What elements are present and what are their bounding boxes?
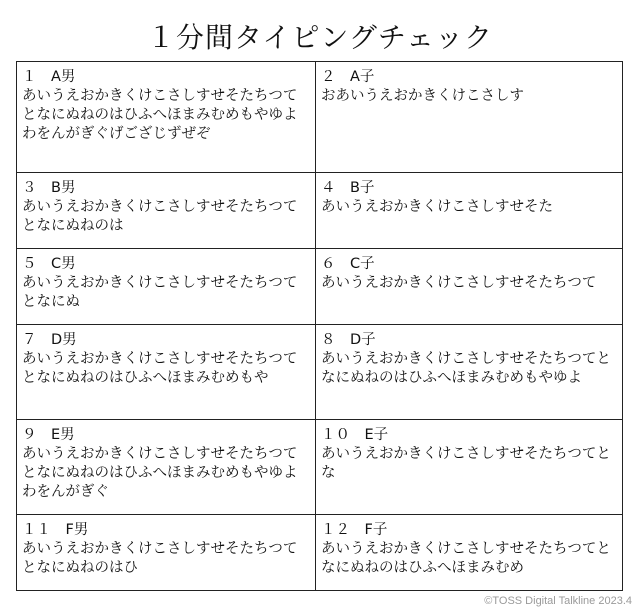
table-row [17,173,623,249]
typed-text: あいうえおかきくけこさしすせそたちつてとなにぬねのはひ [22,541,298,576]
table-row [17,515,623,591]
page-title: １分間タイピングチェック [146,21,494,54]
student-label: １ A男 [22,69,76,85]
student-label: ７ D男 [22,332,77,348]
student-label: ４ B子 [321,180,375,196]
table-row [17,325,623,420]
result-cell [17,420,316,515]
result-cell [316,515,623,591]
typed-text: あいうえおかきくけこさしすせそたちつて [321,275,597,291]
student-label: ６ C子 [321,256,375,272]
typed-text: あいうえおかきくけこさしすせそたちつてとなにぬねのはひふへほまみむめもや [22,351,298,386]
table-row [17,62,623,173]
result-cell [17,62,316,173]
typed-text: おあいうえおかきくけこさしす [321,88,524,104]
student-label: ５ C男 [22,256,76,272]
result-cell [17,249,316,325]
typed-text: あいうえおかきくけこさしすせそたちつてとなにぬ [22,275,298,310]
result-cell [316,62,623,173]
typed-text: あいうえおかきくけこさしすせそたちつてとなにぬねのは [22,199,298,234]
student-label: ２ A子 [321,69,375,85]
student-label: ９ E男 [22,427,75,443]
typed-text: あいうえおかきくけこさしすせそたちつてとなにぬねのはひふへほまみむめもやゆよわをんがぎぐ [22,446,298,500]
table-row [17,249,623,325]
typed-text: あいうえおかきくけこさしすせそたちつてとなにぬねのはひふへほまみむめもやゆよわをんがぎぐげござじずぜぞ [22,88,298,142]
table-row [17,420,623,515]
student-label: １０ E子 [321,427,389,443]
student-label: ３ B男 [22,180,76,196]
result-cell [17,515,316,591]
result-cell [316,173,623,249]
result-cell [316,249,623,325]
result-cell [17,325,316,420]
typed-text: あいうえおかきくけこさしすせそたちつてとなにぬねのはひふへほまみむめ [321,541,611,576]
result-cell [316,325,623,420]
result-cell [17,173,316,249]
typed-text: あいうえおかきくけこさしすせそたちつてとな [321,446,611,481]
student-label: １２ F子 [321,522,388,538]
student-label: ８ D子 [321,332,376,348]
typed-text: あいうえおかきくけこさしすせそた [321,199,553,215]
result-cell [316,420,623,515]
typing-results-table [16,61,623,591]
typed-text: あいうえおかきくけこさしすせそたちつてとなにぬねのはひふへほまみむめもやゆよ [321,351,611,386]
student-label: １１ F男 [22,522,89,538]
copyright-footer: ©TOSS Digital Talkline 2023.4 [484,595,632,607]
